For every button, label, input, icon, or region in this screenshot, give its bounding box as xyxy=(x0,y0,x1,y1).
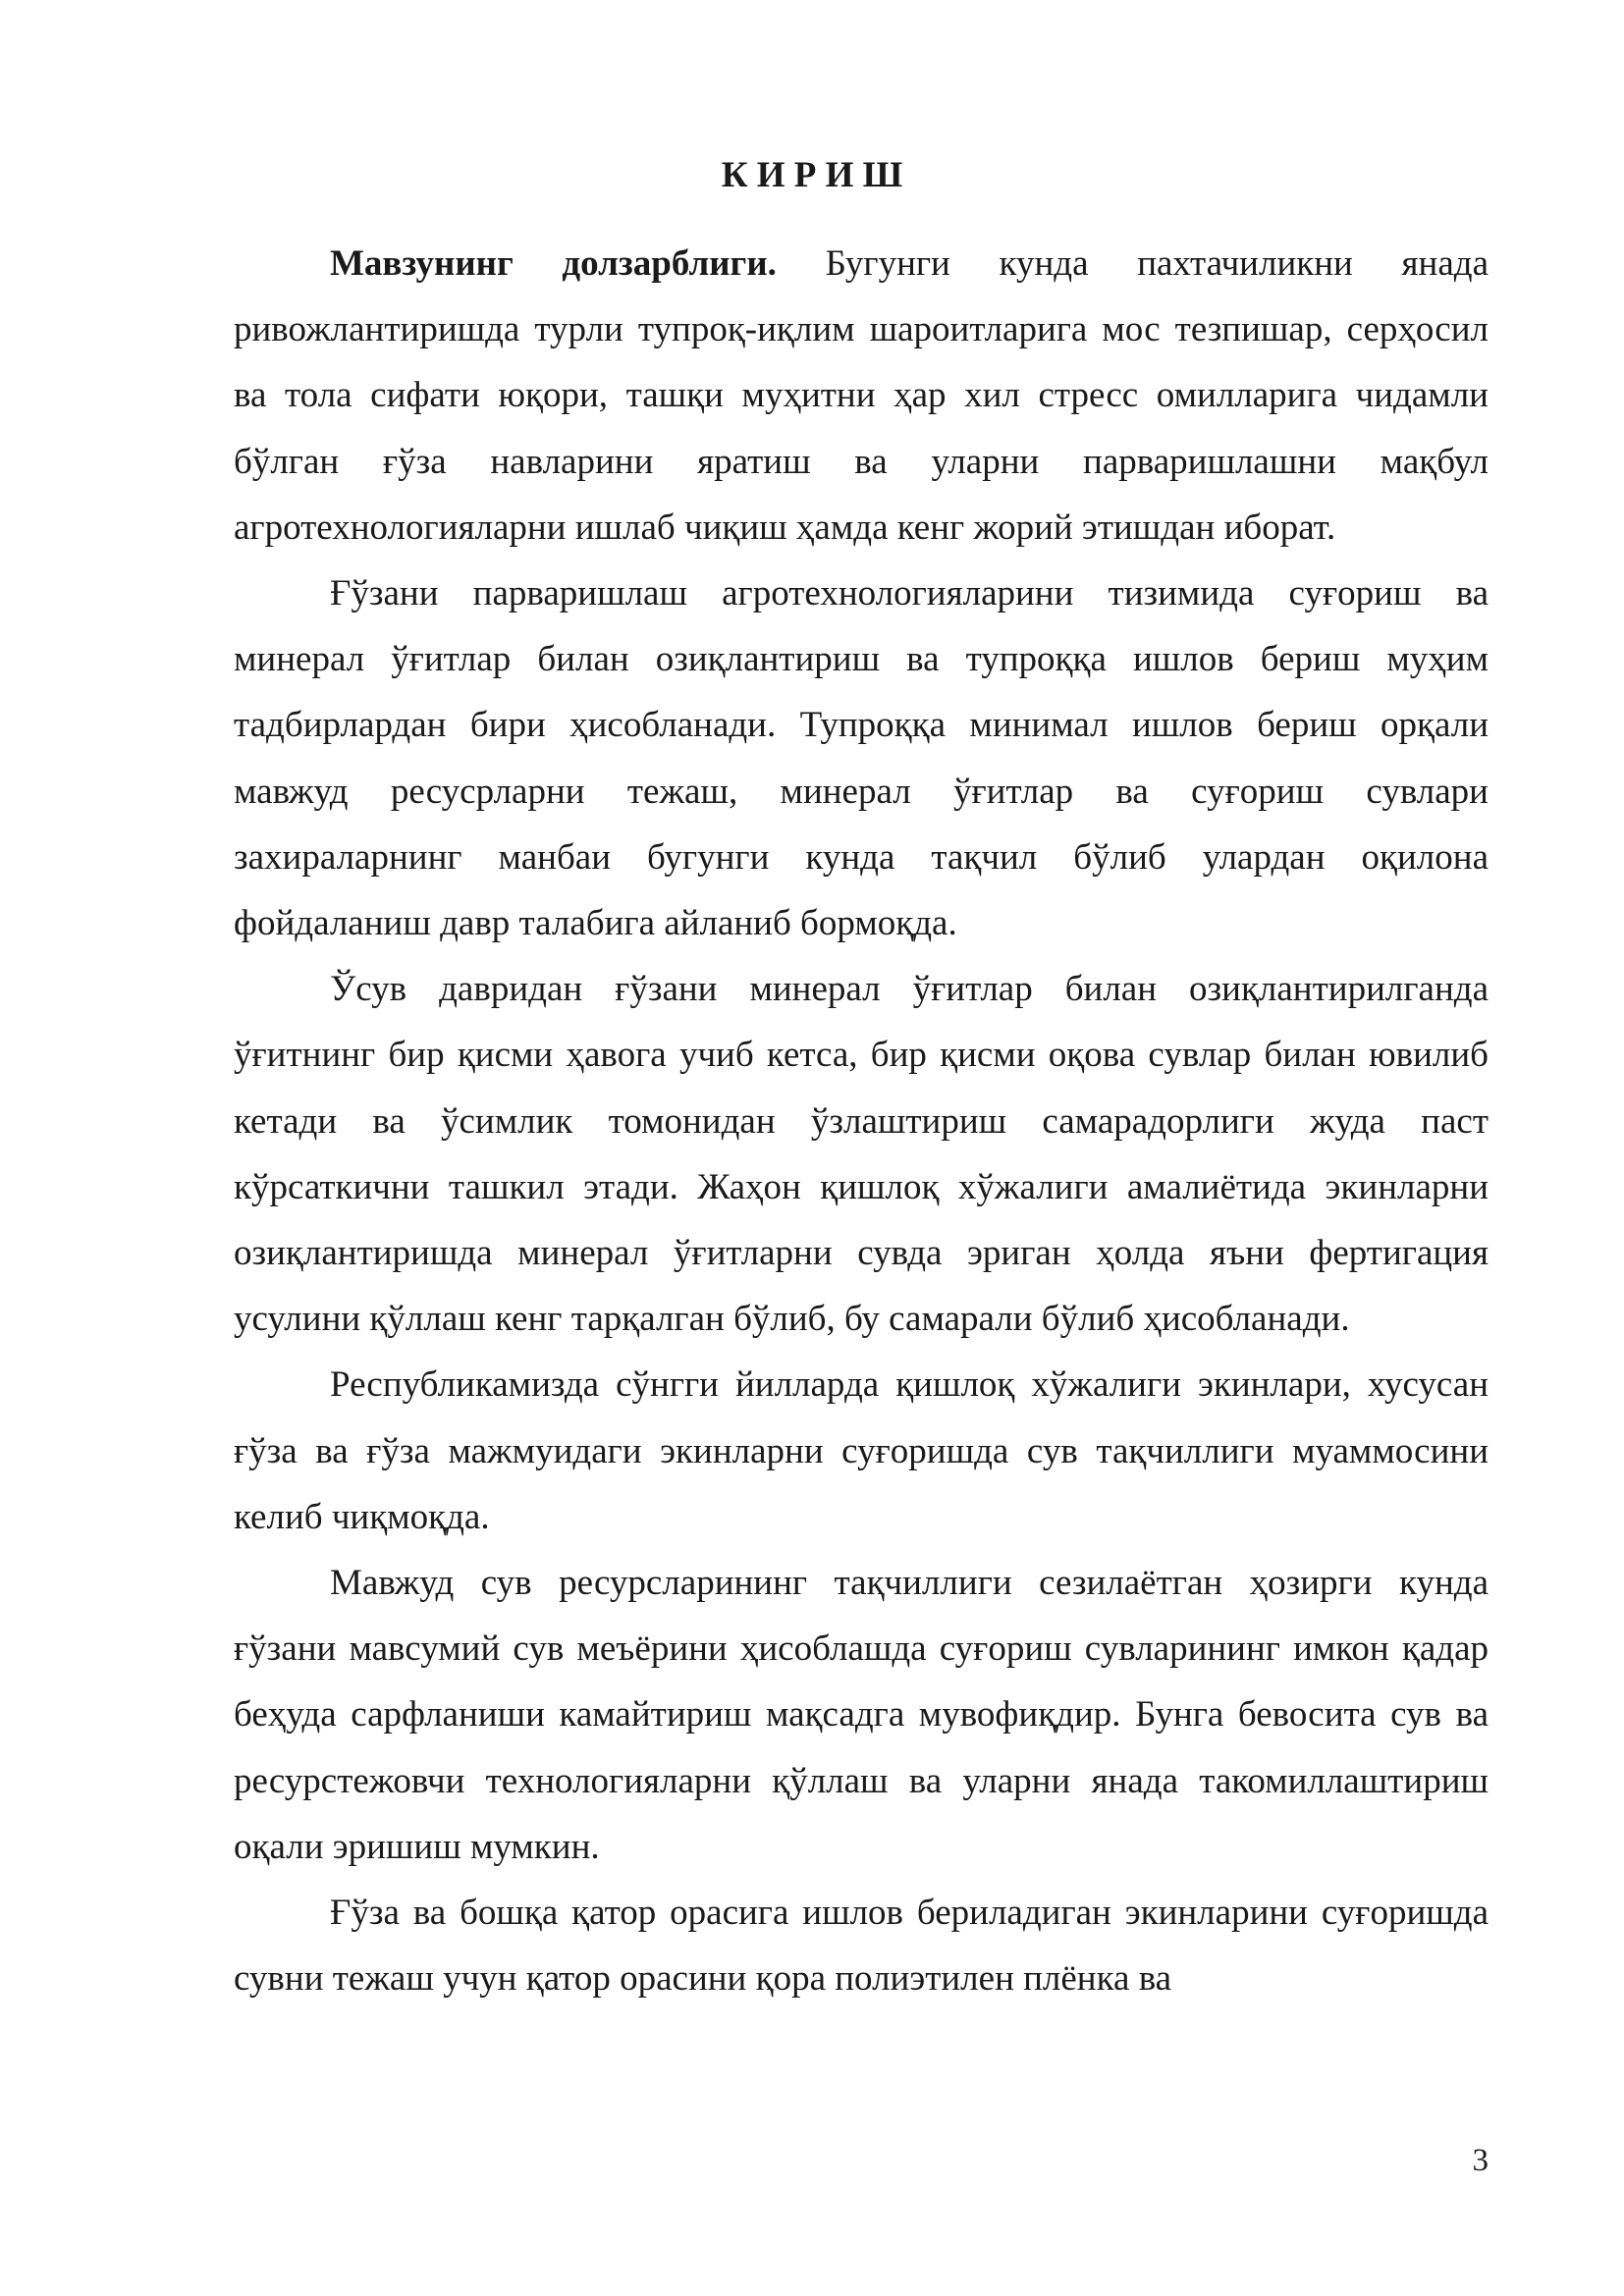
page-number: 3 xyxy=(1472,2143,1489,2178)
paragraph: Ўсув давридан ғўзани минерал ўғитлар билан озиқлантирилганда ўғитнинг бир қисми ҳавога учиб кетса, бир қисми оқова сувлар билан ювилиб кетади ва ўсимлик томонидан ўзлаштириш самарадорлиги жуда паст кўрсаткични ташкил этади. Жаҳон қишлоқ хўжалиги амалиётида экинларни озиқлантиришда минерал ўғитларни сувда эриган ҳолда яъни фертигация усулини қўллаш кенг тарқалган бўлиб, бу самарали бўлиб ҳисобланади. xyxy=(234,969,1489,1340)
paragraph: Ғўзани парваришлаш агротехнологияларини тизимида суғориш ва минерал ўғитлар билан озиқлантириш ва тупроққа ишлов бериш муҳим тадбирлардан бири ҳисобланади. Тупроққа минимал ишлов бериш орқали мавжуд ресусрларни тежаш, минерал ўғитлар ва суғориш сувлари захираларнинг манбаи бугунги кунда тақчил бўлиб улардан оқилона фойдаланиш давр талабига айланиб бормоқда. xyxy=(234,573,1489,944)
paragraph: Ғўза ва бошқа қатор орасига ишлов бериладиган экинларини суғоришда сувни тежаш учун қатор орасини қора полиэтилен плёнка ва xyxy=(234,1893,1489,2000)
paragraph-relevance xyxy=(234,231,1489,561)
body-text xyxy=(234,231,1489,2011)
paragraph-lead-heading: Мавзунинг долзарблиги. xyxy=(330,243,777,284)
paragraph-text: Бугунги кунда пахтачиликни янада ривожлантиришда турли тупроқ-иқлим шароитларига мос тезпишар, серҳосил ва тола сифати юқори, ташқи муҳитни ҳар хил стресс омилларига чидамли бўлган ғўза навларини яратиш ва уларни парваришлашни мақбул агротехнологияларни ишлаб чиқиш ҳамда кенг жорий этишдан иборат. xyxy=(234,243,1489,548)
paragraph: Республикамизда сўнгги йилларда қишлоқ хўжалиги экинлари, хусусан ғўза ва ғўза мажмуидаги экинларни суғоришда сув тақчиллиги муаммосини келиб чиқмоқда. xyxy=(234,1364,1489,1537)
paragraph: Мавжуд сув ресурсларининг тақчиллиги сезилаётган ҳозирги кунда ғўзани мавсумий сув меъёрини ҳисоблашда суғориш сувларининг имкон қадар беҳуда сарфланиши камайтириш мақсадга мувофиқдир. Бунга бевосита сув ва ресурстежовчи технологияларни қўллаш ва уларни янада такомиллаштириш оқали эришиш мумкин. xyxy=(234,1563,1489,1867)
page-title: К И Р И Ш xyxy=(721,155,903,195)
